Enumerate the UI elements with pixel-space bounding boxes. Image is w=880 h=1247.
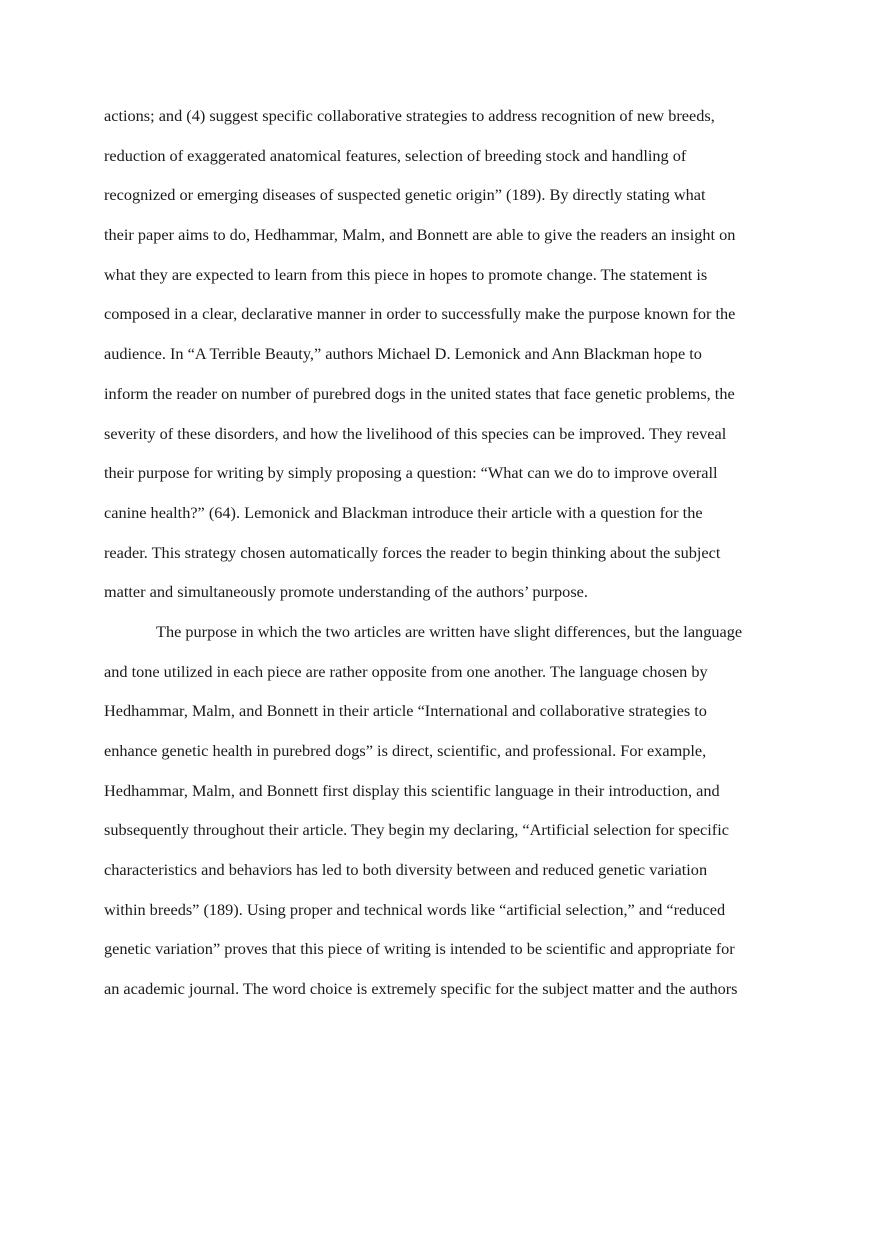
- text-line: subsequently throughout their article. They begin my declaring, “Artificial selection for specific: [104, 820, 729, 840]
- text-line: enhance genetic health in purebred dogs” is direct, scientific, and professional. For example,: [104, 741, 707, 760]
- body-text: [104, 96, 777, 1009]
- text-line: Hedhammar, Malm, and Bonnett first display this scientific language in their introduction, and: [104, 780, 720, 800]
- text-line: what they are expected to learn from this piece in hopes to promote change. The statement is: [104, 264, 708, 284]
- text-line: inform the reader on number of purebred dogs in the united states that face genetic problems, the: [104, 383, 735, 403]
- text-line: recognized or emerging diseases of suspected genetic origin” (189). By directly stating what: [104, 185, 706, 205]
- paragraph-1: [104, 96, 777, 612]
- text-line: their purpose for writing by simply proposing a question: “What can we do to improve overall: [104, 463, 718, 483]
- text-line: within breeds” (189). Using proper and technical words like “artificial selection,” and “reduced: [104, 899, 726, 919]
- text-line: characteristics and behaviors has led to both diversity between and reduced genetic variation: [104, 860, 708, 880]
- text-line: matter and simultaneously promote understanding of the authors’ purpose.: [104, 582, 588, 602]
- text-line: composed in a clear, declarative manner in order to successfully make the purpose known for the: [104, 304, 736, 324]
- text-line: actions; and (4) suggest specific collaborative strategies to address recognition of new breeds,: [104, 106, 715, 125]
- text-line: genetic variation” proves that this piece of writing is intended to be scientific and appropriate for: [104, 939, 735, 959]
- text-line: an academic journal. The word choice is extremely specific for the subject matter and the authors: [104, 979, 738, 999]
- text-line-indented: The purpose in which the two articles are written have slight differences, but the language: [156, 621, 743, 641]
- text-line: canine health?” (64). Lemonick and Blackman introduce their article with a question for the: [104, 502, 703, 522]
- text-line: their paper aims to do, Hedhammar, Malm, and Bonnett are able to give the readers an insight on: [104, 225, 736, 245]
- text-line: audience. In “A Terrible Beauty,” authors Michael D. Lemonick and Ann Blackman hope to: [104, 344, 702, 364]
- text-line: reader. This strategy chosen automatically forces the reader to begin thinking about the subject: [104, 542, 721, 562]
- text-line: Hedhammar, Malm, and Bonnett in their article “International and collaborative strategies to: [104, 701, 707, 721]
- text-line: and tone utilized in each piece are rather opposite from one another. The language chosen by: [104, 661, 708, 681]
- text-line: severity of these disorders, and how the livelihood of this species can be improved. They reveal: [104, 423, 727, 443]
- text-line: reduction of exaggerated anatomical features, selection of breeding stock and handling of: [104, 145, 687, 165]
- paragraph-2: [104, 612, 777, 1009]
